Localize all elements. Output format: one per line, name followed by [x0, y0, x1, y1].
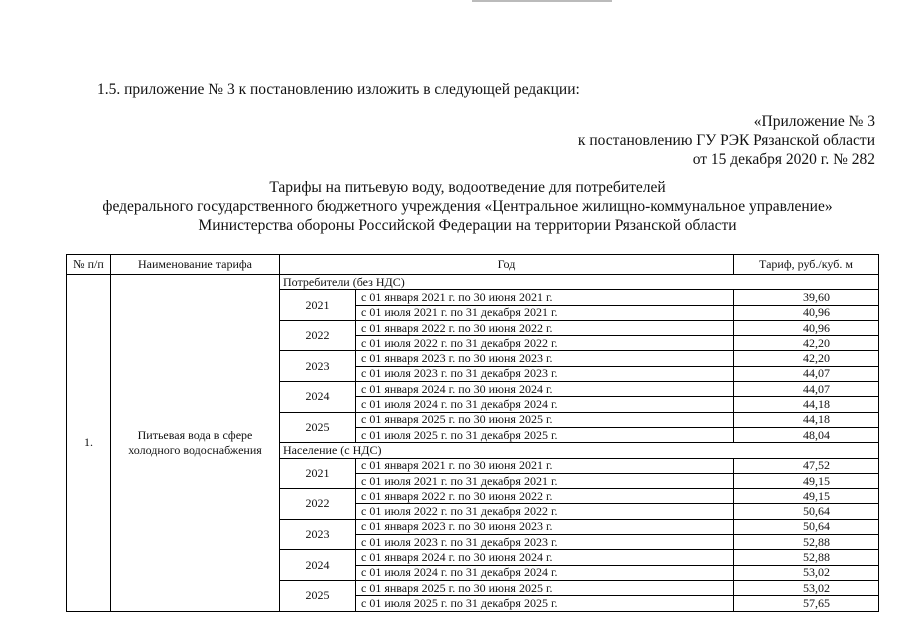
period-cell: с 01 июля 2021 г. по 31 декабря 2021 г. [356, 473, 734, 488]
tariff-value-cell: 44,18 [734, 412, 879, 427]
tariff-value-cell: 52,88 [734, 550, 879, 565]
tariff-value-cell: 53,02 [734, 580, 879, 595]
document-title [66, 178, 869, 235]
period-cell: с 01 января 2024 г. по 30 июня 2024 г. [356, 550, 734, 565]
appendix-reference [578, 112, 875, 169]
year-cell: 2024 [280, 382, 356, 413]
year-cell: 2025 [280, 412, 356, 443]
header-tariff: Тариф, руб./куб. м [734, 255, 879, 275]
year-cell: 2024 [280, 550, 356, 581]
year-cell: 2022 [280, 489, 356, 520]
year-cell: 2022 [280, 320, 356, 351]
tariff-value-cell: 49,15 [734, 473, 879, 488]
tariff-value-cell: 40,96 [734, 320, 879, 335]
period-cell: с 01 июля 2025 г. по 31 декабря 2025 г. [356, 427, 734, 442]
period-cell: с 01 июля 2024 г. по 31 декабря 2024 г. [356, 397, 734, 412]
period-cell: с 01 января 2023 г. по 30 июня 2023 г. [356, 351, 734, 366]
period-cell: с 01 января 2024 г. по 30 июня 2024 г. [356, 382, 734, 397]
tariff-value-cell: 50,64 [734, 519, 879, 534]
appendix-line-3: от 15 декабря 2020 г. № 282 [692, 151, 875, 168]
period-cell: с 01 января 2021 г. по 30 июня 2021 г. [356, 290, 734, 305]
row-number: 1. [67, 275, 111, 612]
header-year: Год [280, 255, 734, 275]
tariff-value-cell: 44,18 [734, 397, 879, 412]
period-cell: с 01 января 2021 г. по 30 июня 2021 г. [356, 458, 734, 473]
period-cell: с 01 июля 2024 г. по 31 декабря 2024 г. [356, 565, 734, 580]
tariff-value-cell: 49,15 [734, 489, 879, 504]
appendix-line-2: к постановлению ГУ РЭК Рязанской области [577, 132, 875, 149]
year-cell: 2023 [280, 351, 356, 382]
period-cell: с 01 января 2022 г. по 30 июня 2022 г. [356, 489, 734, 504]
title-line-2: федерального государственного бюджетного учреждения «Центральное жилищно-коммунальное управление» [102, 198, 833, 215]
tariff-value-cell: 44,07 [734, 382, 879, 397]
period-cell: с 01 января 2025 г. по 30 июня 2025 г. [356, 412, 734, 427]
period-cell: с 01 июля 2025 г. по 31 декабря 2025 г. [356, 596, 734, 611]
tariff-value-cell: 52,88 [734, 535, 879, 550]
tariff-value-cell: 47,52 [734, 458, 879, 473]
period-cell: с 01 июля 2022 г. по 31 декабря 2022 г. [356, 504, 734, 519]
amendment-paragraph: 1.5. приложение № 3 к постановлению изложить в следующей редакции: [97, 81, 580, 98]
period-cell: с 01 января 2023 г. по 30 июня 2023 г. [356, 519, 734, 534]
tariff-name-line-1: Питьевая вода в сфере [137, 427, 253, 442]
year-cell: 2021 [280, 458, 356, 489]
section-row [67, 275, 879, 290]
section-title: Потребители (без НДС) [280, 275, 879, 290]
tariff-name-line-2: холодного водоснабжения [128, 442, 262, 457]
year-cell: 2025 [280, 580, 356, 611]
tariff-value-cell: 39,60 [734, 290, 879, 305]
period-cell: с 01 июля 2022 г. по 31 декабря 2022 г. [356, 336, 734, 351]
header-num: № п/п [67, 255, 111, 275]
year-cell: 2021 [280, 290, 356, 321]
scan-edge-line [472, 0, 612, 2]
tariff-value-cell: 44,07 [734, 366, 879, 381]
section-title: Население (с НДС) [280, 443, 879, 458]
period-cell: с 01 июля 2021 г. по 31 декабря 2021 г. [356, 305, 734, 320]
tariff-value-cell: 57,65 [734, 596, 879, 611]
tariff-table [66, 254, 879, 612]
table-header-row [67, 255, 879, 275]
tariff-value-cell: 50,64 [734, 504, 879, 519]
tariff-value-cell: 53,02 [734, 565, 879, 580]
tariff-value-cell: 42,20 [734, 351, 879, 366]
tariff-value-cell: 40,96 [734, 305, 879, 320]
period-cell: с 01 января 2025 г. по 30 июня 2025 г. [356, 580, 734, 595]
period-cell: с 01 июля 2023 г. по 31 декабря 2023 г. [356, 535, 734, 550]
period-cell: с 01 июля 2023 г. по 31 декабря 2023 г. [356, 366, 734, 381]
table-body [67, 275, 879, 612]
tariff-name [111, 275, 280, 612]
tariff-value-cell: 48,04 [734, 427, 879, 442]
tariff-value-cell: 42,20 [734, 336, 879, 351]
title-line-1: Тарифы на питьевую воду, водоотведение для потребителей [269, 179, 666, 196]
appendix-line-1: «Приложение № 3 [753, 113, 875, 130]
title-line-3: Министерства обороны Российской Федерации на территории Рязанской области [198, 217, 737, 234]
year-cell: 2023 [280, 519, 356, 550]
header-name: Наименование тарифа [111, 255, 280, 275]
period-cell: с 01 января 2022 г. по 30 июня 2022 г. [356, 320, 734, 335]
